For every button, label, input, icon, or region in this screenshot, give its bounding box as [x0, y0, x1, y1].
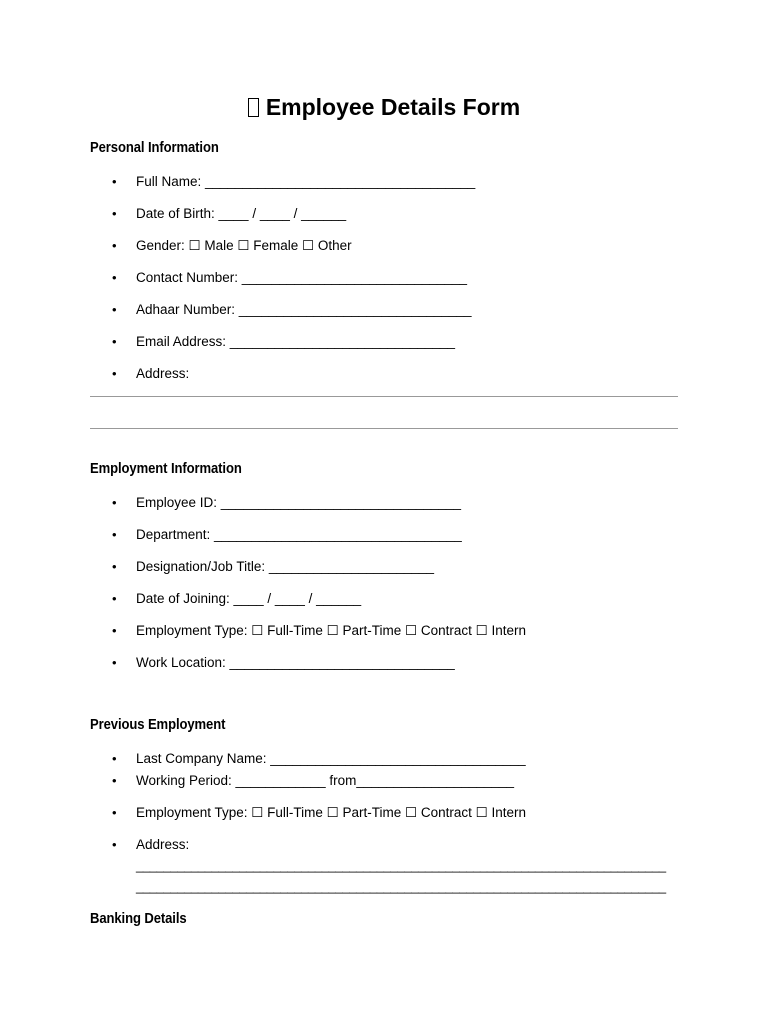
email-address-field[interactable]: • Email Address: ______________________________	[136, 334, 455, 350]
missing-glyph-icon	[248, 98, 259, 117]
gender-options[interactable]: • Gender: ☐ Male ☐ Female ☐ Other	[136, 238, 352, 254]
date-of-joining-field[interactable]: • Date of Joining: ____ / ____ / ______	[136, 591, 361, 607]
previous-address-line-1[interactable]: _____________________________________________________________________________	[136, 858, 666, 873]
section-heading-banking: Banking Details	[90, 911, 187, 927]
form-title	[0, 94, 768, 121]
work-location-field[interactable]: • Work Location: ______________________________	[136, 655, 455, 671]
previous-employment-type-options[interactable]: • Employment Type: ☐ Full-Time ☐ Part-Time ☐ Contract ☐ Intern	[136, 805, 526, 821]
employee-id-field[interactable]: • Employee ID: ________________________________	[136, 495, 461, 511]
designation-field[interactable]: • Designation/Job Title: ______________________	[136, 559, 434, 575]
section-heading-personal: Personal Information	[90, 140, 219, 156]
section-heading-previous: Previous Employment	[90, 717, 226, 733]
address-line-2[interactable]	[90, 428, 678, 429]
last-company-field[interactable]: • Last Company Name: __________________________________	[136, 751, 526, 767]
full-name-field[interactable]: • Full Name: ____________________________________	[136, 174, 475, 190]
contact-number-field[interactable]: • Contact Number: ______________________________	[136, 270, 467, 286]
previous-address-line-2[interactable]: _____________________________________________________________________________	[136, 879, 666, 894]
previous-address-label: • Address:	[136, 837, 189, 853]
section-heading-employment: Employment Information	[90, 461, 242, 477]
working-period-field[interactable]: • Working Period: ____________ from_____________________	[136, 773, 514, 789]
address-line-1[interactable]	[90, 396, 678, 397]
employment-type-options[interactable]: • Employment Type: ☐ Full-Time ☐ Part-Time ☐ Contract ☐ Intern	[136, 623, 526, 639]
adhaar-number-field[interactable]: • Adhaar Number: _______________________________	[136, 302, 472, 318]
form-title-text: Employee Details Form	[265, 94, 521, 120]
address-label: • Address:	[136, 366, 189, 382]
date-of-birth-field[interactable]: • Date of Birth: ____ / ____ / ______	[136, 206, 346, 222]
department-field[interactable]: • Department: _________________________________	[136, 527, 462, 543]
